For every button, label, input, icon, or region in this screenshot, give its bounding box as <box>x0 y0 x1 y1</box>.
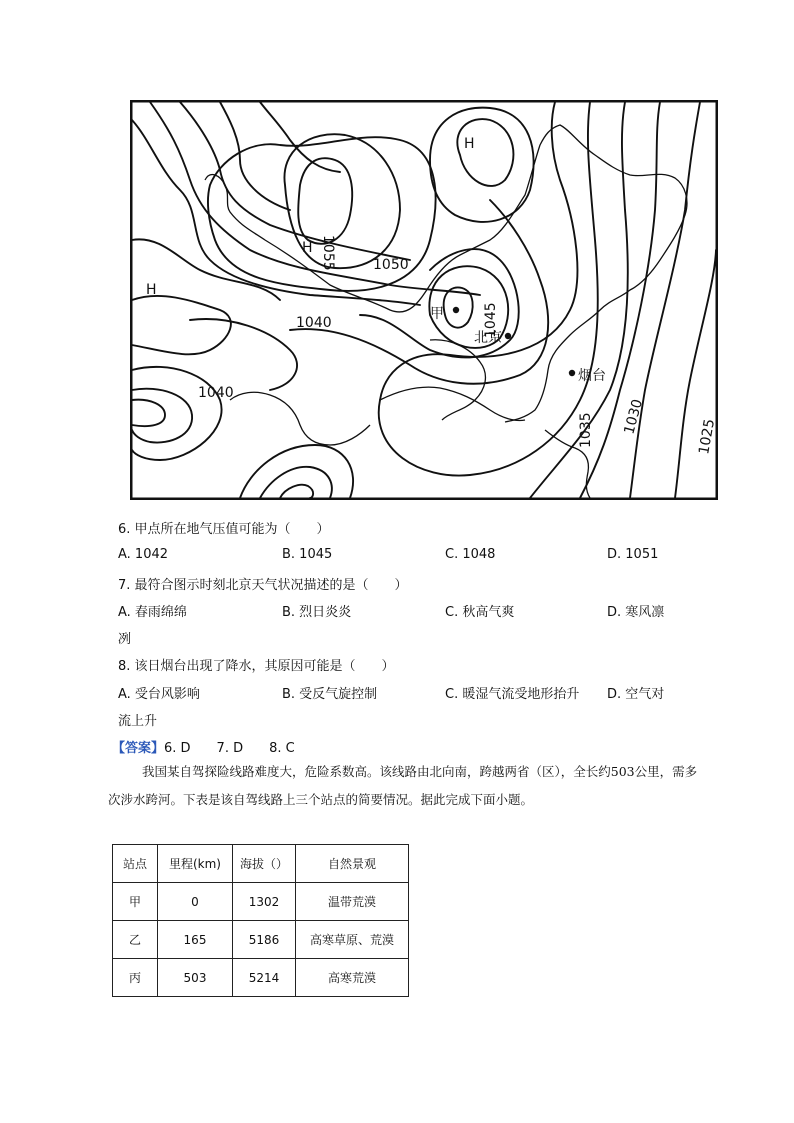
yantai-point-marker <box>569 370 575 376</box>
place-label-beijing: 北京 <box>474 330 502 346</box>
table-row <box>113 883 409 921</box>
table-cell: 5186 <box>233 921 296 959</box>
isobar-map-svg <box>130 100 718 500</box>
question-7-stem: 7. 最符合图示时刻北京天气状况描述的是（ ） <box>118 578 408 593</box>
table-header-cell: 海拔（） <box>233 845 296 883</box>
isobar-label: 1040 <box>198 385 234 401</box>
table-header-row <box>113 845 409 883</box>
question-7-option-b[interactable]: B. 烈日炎炎 <box>282 605 352 620</box>
question-6-option-d[interactable]: D. 1051 <box>607 547 659 562</box>
table-cell: 165 <box>158 921 233 959</box>
table-cell: 高寒草原、荒漠 <box>296 921 409 959</box>
isobar-label: 1050 <box>373 257 409 273</box>
answer-text: 6. D 7. D 8. C <box>164 741 295 756</box>
isobar-label: 1030 <box>621 397 647 437</box>
station-table <box>112 844 409 997</box>
beijing-point-marker <box>505 333 511 339</box>
question-8-stem: 8. 该日烟台出现了降水，其原因可能是（ ） <box>118 659 395 674</box>
table-cell: 丙 <box>113 959 158 997</box>
isobar-label: 1055 <box>320 235 336 271</box>
isobar-label: 1035 <box>578 412 594 448</box>
isobar-label: 1040 <box>296 315 332 331</box>
table-cell: 乙 <box>113 921 158 959</box>
jia-point-marker <box>453 307 459 313</box>
answer-label: 【答案】 <box>112 741 165 756</box>
question-6-option-b[interactable]: B. 1045 <box>282 547 333 562</box>
question-7-option-d-wrap: 冽 <box>118 632 132 647</box>
high-marker: H <box>302 240 313 256</box>
question-8-option-c[interactable]: C. 暖湿气流受地形抬升 <box>445 687 580 702</box>
question-7-option-d[interactable]: D. 寒风凛 <box>607 605 665 620</box>
question-6-option-a[interactable]: A. 1042 <box>118 547 169 562</box>
table-header-cell: 里程(km) <box>158 845 233 883</box>
passage-text: 我国某自驾探险线路难度大，危险系数高。该线路由北向南，跨越两省（区），全长约503公里，需多次涉水跨河。下表是该自驾线路上三个站点的简要情况。据此完成下面小题。 <box>108 764 698 807</box>
table-cell: 甲 <box>113 883 158 921</box>
table-cell: 温带荒漠 <box>296 883 409 921</box>
high-marker: H <box>464 136 475 152</box>
table-cell: 1302 <box>233 883 296 921</box>
place-label-jia: 甲 <box>430 306 444 322</box>
question-8-option-d-wrap: 流上升 <box>118 714 158 729</box>
table-cell: 0 <box>158 883 233 921</box>
high-marker: H <box>146 282 157 298</box>
table-cell: 5214 <box>233 959 296 997</box>
place-label-yantai: 烟台 <box>578 368 606 384</box>
isobar-label: 1025 <box>696 417 718 456</box>
question-6-option-c[interactable]: C. 1048 <box>445 547 496 562</box>
isobar-map <box>130 100 718 500</box>
question-8-option-b[interactable]: B. 受反气旋控制 <box>282 687 378 702</box>
question-7-option-c[interactable]: C. 秋高气爽 <box>445 605 515 620</box>
table-cell: 高寒荒漠 <box>296 959 409 997</box>
table-row <box>113 959 409 997</box>
table-cell: 503 <box>158 959 233 997</box>
question-8-option-d[interactable]: D. 空气对 <box>607 687 665 702</box>
answer-line <box>112 737 295 756</box>
isobar-label: 1045 <box>483 302 499 338</box>
question-7-option-a[interactable]: A. 春雨绵绵 <box>118 605 187 620</box>
question-8-option-a[interactable]: A. 受台风影响 <box>118 687 200 702</box>
question-6-stem: 6. 甲点所在地气压值可能为（ ） <box>118 522 330 537</box>
table-header-cell: 站点 <box>113 845 158 883</box>
table-row <box>113 921 409 959</box>
table-header-cell: 自然景观 <box>296 845 409 883</box>
